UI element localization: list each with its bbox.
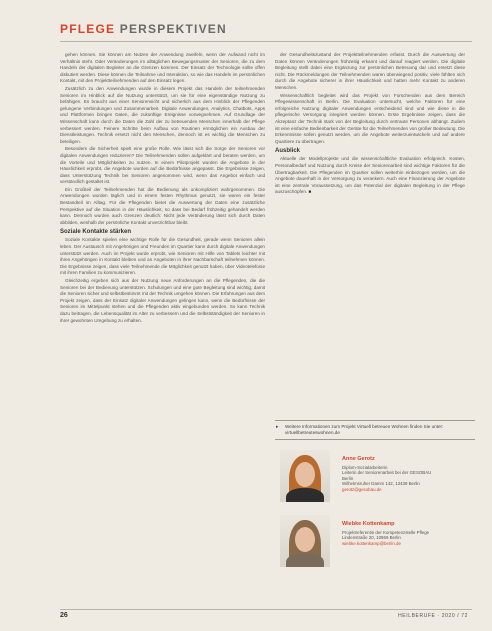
author-email-link[interactable]: wiebke.kottenkamp@berlin.de	[342, 540, 401, 546]
author-card	[280, 450, 470, 510]
author-detail-line: Lindenstraße 20, 10969 Berlin	[342, 535, 401, 541]
header-divider	[60, 41, 472, 42]
info-box-text[interactable]: Weitere Informationen zum Projekt Virtuell betreuen Wohnen finden Sie unter: virtuellbetreuteswohnen.de	[285, 424, 444, 435]
author-name: Anne Gerotz	[342, 456, 375, 462]
author-detail-line: Wilhelmsruher Damm 142, 13439 Berlin	[342, 481, 420, 487]
body-paragraph: Ein Großteil der Teilnehmenden hat die Bedienung als unkompliziert wahrgenommen. Die Anwendungen wurden täglich und in einem festen Rhythmus genutzt, sie waren ein fester Bestandteil im Alltag. Für die Pflegenden bietet die Auswertung der Daten eine zusätzliche Perspektive auf die Situation in der Häuslichkeit, so dass bei Bedarf frühzeitig gehandelt werden kann. Dennoch wurden auch Grenzen deutlich: Nicht jede Veränderung lässt sich durch Daten abbilden, weshalb der persönliche Kontakt unverzichtbar bleibt.	[60, 186, 265, 225]
author-info	[342, 456, 470, 492]
author-photo	[280, 450, 330, 502]
author-name: Wiebke Kottenkamp	[342, 521, 395, 527]
author-detail-line: Projektreferentin der Kompetenzstelle Pflege	[342, 530, 430, 535]
body-text: Aktuelle der Modellprojekte und die wissenschaftliche Evaluation erfolgreich. Kosten, Personalbedarf und Nutzung durch Kreise der Seniorenarbeit sind wichtige Faktoren für die Übertragbarkeit. Die Pflegenden im Quartier sollen weiterhin einbezogen werden, um die Angebote dauerhaft in der Versorgung zu verankern. Auch eine Finanzierung der Angebote ist eine zentrale Voraussetzung, um das Potenzial der digitalen Begleitung in der Pflege auszuschöpfen.	[275, 156, 465, 195]
right-text-column	[275, 52, 465, 417]
author-info	[342, 521, 470, 546]
author-card	[280, 515, 470, 575]
body-paragraph: Soziale Kontakte spielen eine wichtige Rolle für die Gesundheit, gerade wenn Senioren allein leben. Der Austausch mit Angehörigen und Freunden im Quartier kann durch digitale Anwendungen unterstützt werden. Auch im Projekt wurde erprobt, wie Senioren mit Hilfe von Tablets leichter mit ihren Angehörigen in Kontakt bleiben und an Angeboten in ihrer Nachbarschaft teilnehmen können. Die Ergebnisse zeigen, dass viele Teilnehmende die Möglichkeit genutzt haben, über Videotelefonie mit ihren Familien zu kommunizieren.	[60, 237, 265, 276]
section-kicker-pflege: PFLEGE	[60, 22, 116, 36]
body-paragraph	[275, 156, 465, 196]
author-email-link[interactable]: gerotz@gesobau.de	[342, 486, 382, 492]
footer-divider	[60, 609, 472, 610]
author-photo	[280, 515, 330, 567]
arrow-right-icon: ▸	[276, 424, 279, 430]
info-box	[275, 420, 475, 440]
left-text-column	[60, 52, 265, 597]
section-heading-soziale-kontakte: Soziale Kontakte stärken	[60, 229, 132, 236]
section-kicker-perspektiven: PERSPEKTIVEN	[119, 22, 227, 36]
body-paragraph: gehen können. Sie können am Nutzen der Anwendung zweifeln, wenn der Aufwand nicht im Verhältnis steht. Oder Veränderungen im alltäglichen Bewegungsmuster der Senioren, die zu dem Handeln der digitalen Begleiter an die Grenzen kommen. Der Einsatz der Technologie sollte offen diskutiert werden. Diese können die Teilnahme und Interaktion, so wie das Handeln im persönlichen Kontakt, mit den Projektteilnehmenden auf den Einsatz legen.	[60, 52, 265, 84]
body-paragraph: der Gesundheitszustand der Projektteilnehmenden erfasst. Durch die Auswertung der Daten können Veränderungen frühzeitig erkannt und darauf reagiert werden. Die digitale Begleitung stellt dabei eine Ergänzung zur persönlichen Betreuung dar und ersetzt diese nicht. Die Rückmeldungen der Teilnehmenden waren überwiegend positiv, viele fühlten sich durch die Angebote sicherer in ihrer Häuslichkeit und hatten mehr Kontakt zu anderen Menschen.	[275, 52, 465, 90]
body-paragraph: Gleichzeitig ergeben sich aus der Nutzung neue Anforderungen an die Pflegenden, die die Senioren bei der Bedienung unterstützen. Schulungen und eine gute Begleitung sind wichtig, damit die Senioren sicher und selbstbestimmt mit der Technik umgehen können. Die Erfahrungen aus dem Projekt zeigen, dass der Einsatz digitaler Anwendungen gelingen kann, wenn die Bedürfnisse der Senioren im Mittelpunkt stehen und die Pflegenden aktiv eingebunden werden. So kann Technik dazu beitragen, die Lebensqualität im Alter zu verbessern und die Selbstständigkeit der Senioren in ihrer gewohnten Umgebung zu erhalten.	[60, 278, 265, 323]
journal-name: HEILBERUFE · 2020 / 72	[398, 613, 468, 619]
author-detail-line: Diplom-Sozialarbeiterin	[342, 465, 388, 470]
section-heading-ausblick: Ausblick	[275, 148, 301, 155]
body-paragraph: Besonders die Sicherheit spielt eine große Rolle. Wie lässt sich die Sorge der Senioren vor digitalen Anwendungen reduzieren? Die Teilnehmenden sollen aufgeklärt und beraten werden, um die Vorteile und Möglichkeiten zu nutzen. In einem Pilotprojekt wurden die Angebote in der Häuslichkeit erprobt, die Angebote wurden auf die Bedürfnisse angepasst. Die Ergebnisse zeigen, dass Unterstützung Technik bei Senioren angenommen wird, wenn das Angebot einfach und verständlich gestaltet ist.	[60, 146, 265, 185]
end-mark-icon: ■	[308, 189, 312, 195]
author-detail-line: Leiterin der Seniorenarbeit bei der GESOBAU	[342, 470, 432, 476]
author-detail-line: Berlin	[342, 475, 354, 481]
section-header	[60, 22, 227, 36]
body-paragraph: Wissenschaftlich begleitet wird das Projekt von Forschenden aus dem Bereich Pflegewissenschaft in Berlin. Die Evaluation untersucht, welche Faktoren für eine erfolgreiche Nutzung digitaler Anwendungen entscheidend sind und wie diese in die pflegerische Versorgung integriert werden können. Erste Ergebnisse zeigen, dass die Akzeptanz der Technik stark von der Begleitung durch vertraute Personen abhängt. Zudem ist eine einfache Bedienbarkeit der Geräte für die Teilnehmenden von großer Bedeutung. Die Erkenntnisse sollen genutzt werden, um die Angebote weiterzuentwickeln und auf andere Quartiere zu übertragen.	[275, 92, 465, 144]
page-number: 26	[60, 612, 68, 619]
body-paragraph: Zusätzlich zu den Anwendungen wurde in diesem Projekt das Handeln der teilnehmenden Senioren im Hinblick auf die Nutzung unterstützt, um sie für eine eigenständige Nutzung zu befähigen. Es braucht aus einer Seniorensicht und sicherlich aus dem Hinblick der Pflegenden gelungene Verbindungen und Zusammenarbeit. Digitale Anwendungen, Analytics, Chatbots, Apps und Plattformen bringen Daten, die zukünftige Ereignisse vorwegnehmen. Auf Grundlage der Wissenschaft kann durch die Daten die Zahl der zu betreuenden Menschen innerhalb der Pflege verbessert werden. Feinere Schritte beim Aufbau von Routinen ermöglichen ein Ausbau der Dienstleistungen. Technik ersetzt nicht den Menschen, dennoch ist es wichtig die Menschen zu beteiligen.	[60, 85, 265, 144]
